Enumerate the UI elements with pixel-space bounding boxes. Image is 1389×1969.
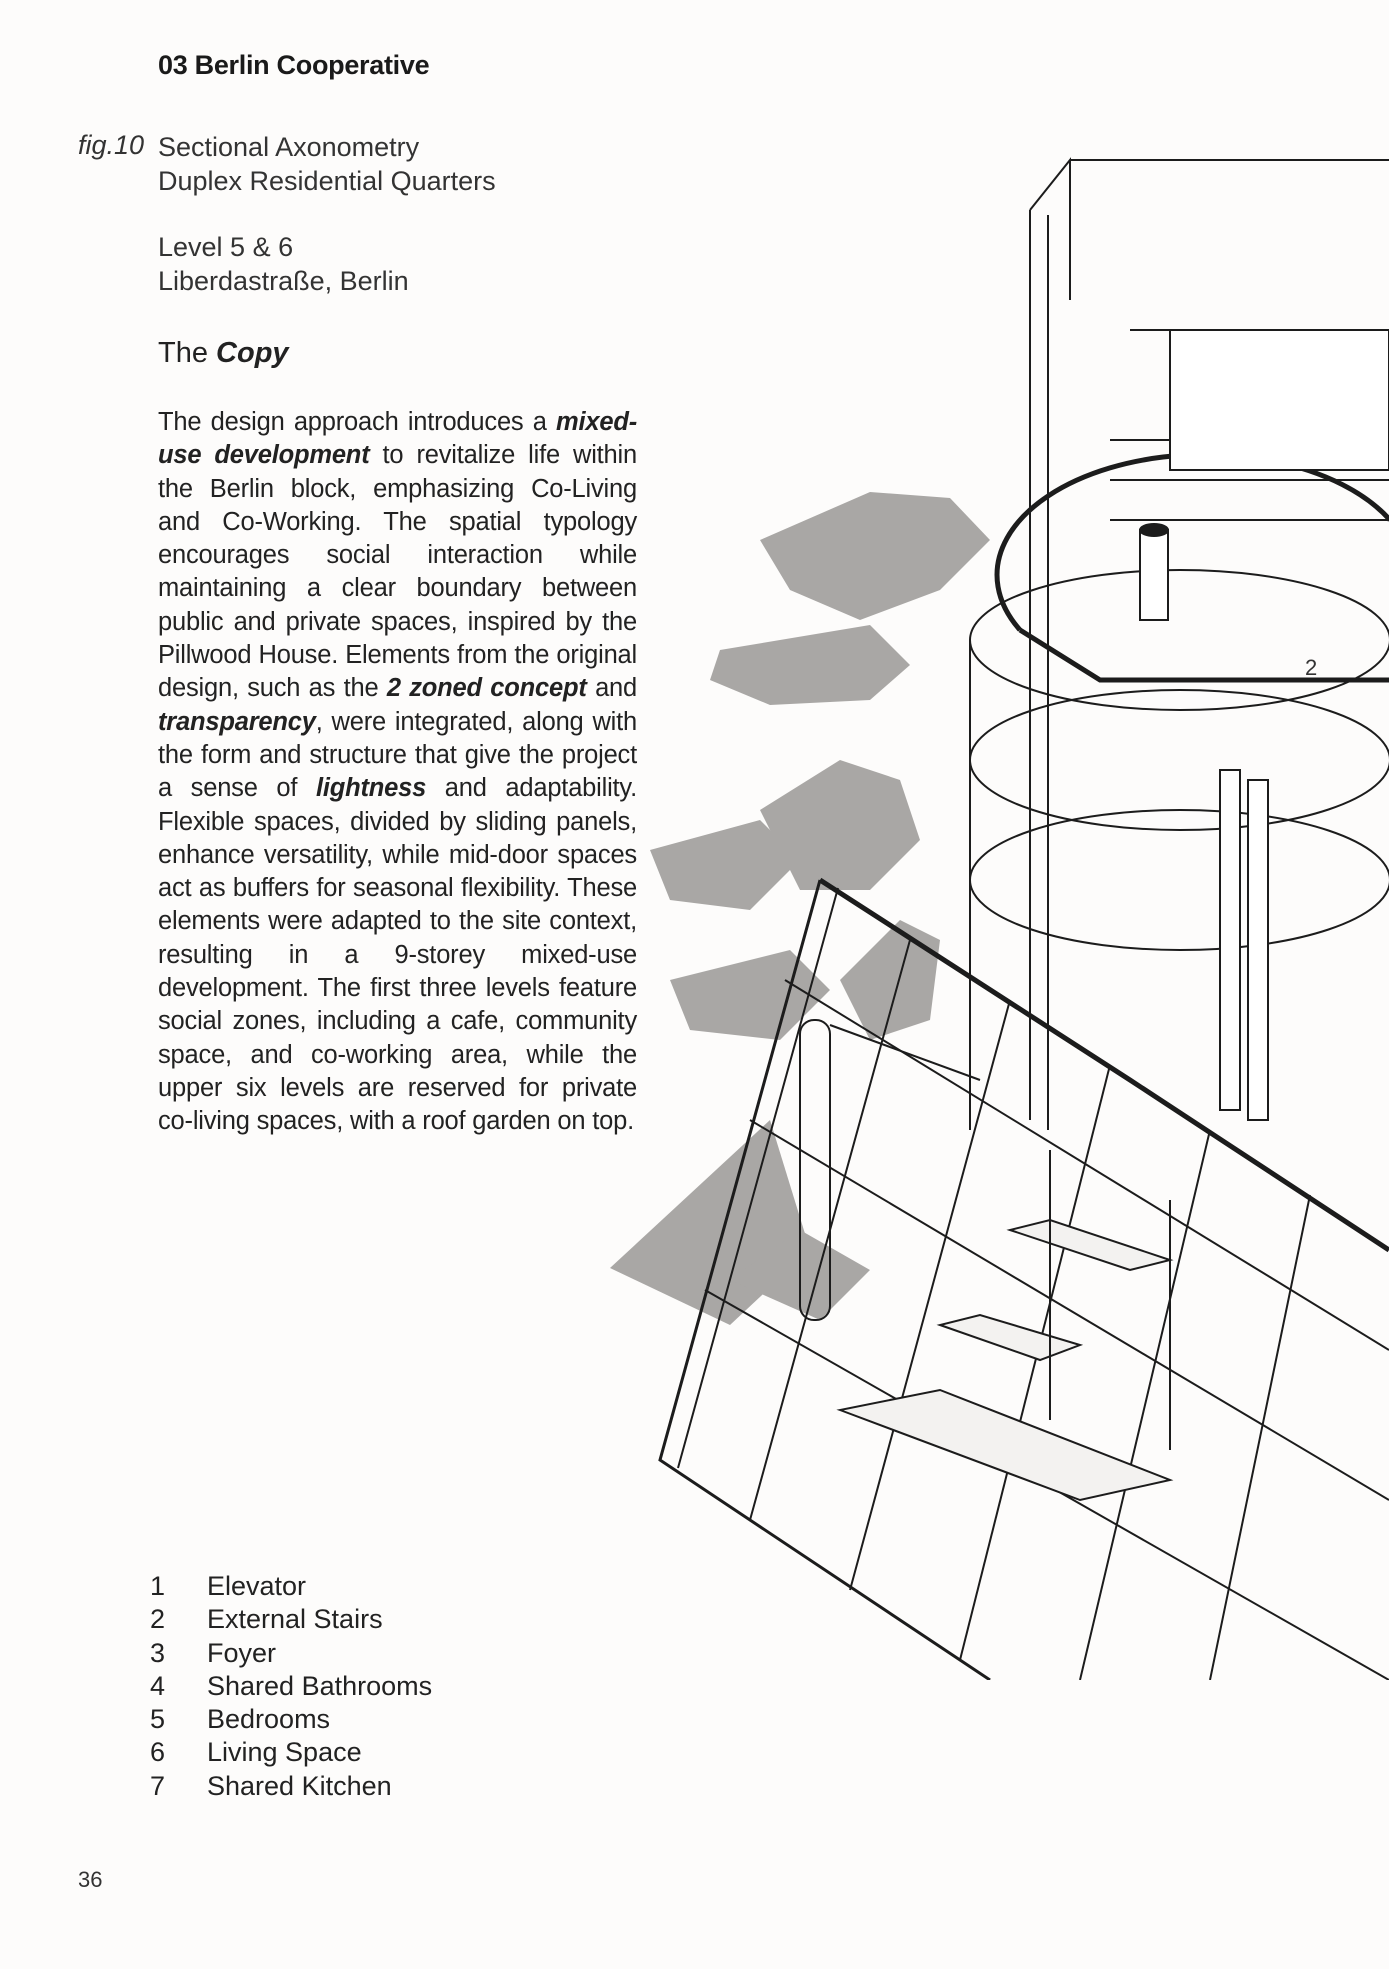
legend-number: 4 bbox=[150, 1670, 166, 1701]
legend-item bbox=[150, 1570, 432, 1603]
heading-emphasis: Copy bbox=[216, 337, 289, 369]
chapter-title: 03 Berlin Cooperative bbox=[158, 50, 430, 80]
legend-number: 2 bbox=[150, 1604, 166, 1635]
body-segment: and bbox=[586, 674, 638, 703]
body-segment: , were integrated, along with the form and structure that give the project a sense of bbox=[158, 707, 637, 803]
legend-label: Foyer bbox=[207, 1637, 277, 1668]
legend-label: External Stairs bbox=[207, 1604, 383, 1635]
page-number: 36 bbox=[78, 1867, 103, 1892]
legend-list bbox=[150, 1570, 432, 1803]
legend-label: Bedrooms bbox=[207, 1704, 331, 1735]
figure-title bbox=[158, 130, 496, 198]
legend-label: Elevator bbox=[207, 1571, 307, 1601]
legend-label: Shared Bathrooms bbox=[207, 1670, 433, 1701]
legend-item bbox=[150, 1736, 432, 1769]
legend-number: 3 bbox=[150, 1637, 166, 1668]
stair-tower bbox=[970, 160, 1389, 1130]
section-heading bbox=[158, 337, 289, 370]
body-segment: and adaptability. Flexible spaces, divided by sliding panels, enhance versatility, while mid-door spaces act as buffers for seasonal flexibility. These elements were adapted to the site context, resulting in a 9-storey mixed-use development. The first three levels feature social zones, including a cafe, community space, and co-working area, while the upper six levels are reserved for private co-living spaces, with a roof garden on top. bbox=[158, 774, 637, 1136]
legend-label: Living Space bbox=[207, 1737, 362, 1768]
figure-label: fig.10 bbox=[78, 130, 145, 160]
heading-prefix: The bbox=[158, 337, 217, 369]
body-paragraph bbox=[158, 406, 637, 1139]
legend-item bbox=[150, 1637, 432, 1670]
legend-item bbox=[150, 1770, 432, 1803]
figure-title-line-2: Duplex Residential Quarters bbox=[158, 166, 496, 196]
legend-item bbox=[150, 1703, 432, 1736]
legend-item bbox=[150, 1603, 432, 1636]
legend-number: 5 bbox=[150, 1704, 166, 1735]
figure-address: Liberdastraße, Berlin bbox=[158, 266, 409, 296]
body-emphasis: mixed-use development bbox=[158, 408, 637, 470]
body-segment: The design approach introduces a bbox=[158, 408, 556, 436]
legend-number: 1 bbox=[150, 1571, 166, 1601]
figure-level: Level 5 & 6 bbox=[158, 232, 294, 262]
figure-title-line-1: Sectional Axonometry bbox=[158, 132, 420, 162]
legend-number: 6 bbox=[150, 1737, 166, 1768]
axonometric-drawing bbox=[610, 120, 1389, 1680]
body-emphasis: lightness bbox=[315, 774, 427, 803]
legend-item bbox=[150, 1670, 432, 1703]
body-emphasis: 2 zoned concept bbox=[386, 674, 587, 703]
legend-number: 7 bbox=[150, 1770, 166, 1801]
body-segment: to revitalize life within the Berlin block, emphasizing Co-Living and Co-Working. The spatial typology encourages social interaction while maintaining a clear boundary between public and private spaces, inspired by the Pillwood House. Elements from the original design, such as the bbox=[158, 441, 637, 703]
stair-callout: 2 bbox=[1305, 655, 1318, 680]
body-emphasis: transparency bbox=[158, 707, 316, 736]
figure-location bbox=[158, 230, 409, 298]
legend-label: Shared Kitchen bbox=[207, 1770, 392, 1801]
